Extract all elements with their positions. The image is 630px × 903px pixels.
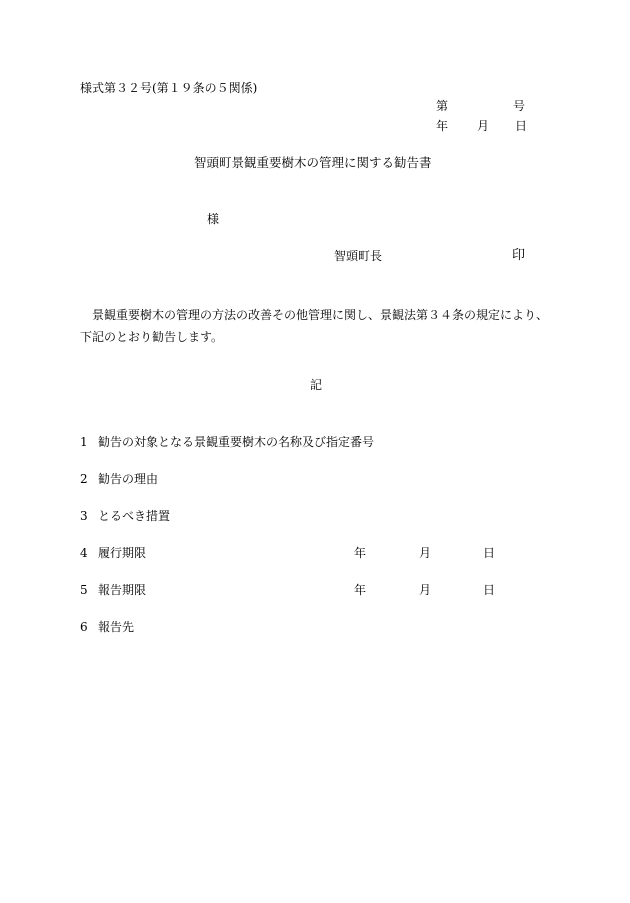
item-label: 履行期限 <box>98 546 147 560</box>
form-label: 様式第３２号(第１９条の５関係) <box>80 81 258 95</box>
document-number-suffix: 号 <box>513 99 526 113</box>
list-item <box>0 584 630 600</box>
item-number: 3 <box>80 509 88 523</box>
body-paragraph: 景観重要樹木の管理の方法の改善その他管理に関し、景観法第３４条の規定により、下記のとおり勧告します。 <box>80 308 549 344</box>
list-item <box>0 473 630 489</box>
list-item <box>0 510 630 526</box>
recipient-honorific: 様 <box>207 212 220 226</box>
item-number: 1 <box>80 435 88 449</box>
ki-heading: 記 <box>310 378 323 392</box>
item-label: 勧告の対象となる景観重要樹木の名称及び指定番号 <box>98 435 375 449</box>
report-year: 年 <box>354 583 367 597</box>
report-month: 月 <box>419 583 432 597</box>
list-item <box>0 436 630 452</box>
deadline-year: 年 <box>354 546 367 560</box>
document-title: 智頭町景観重要樹木の管理に関する勧告書 <box>194 155 432 170</box>
item-number: 2 <box>80 472 88 486</box>
deadline-month: 月 <box>419 546 432 560</box>
item-number: 5 <box>80 583 88 597</box>
item-label: とるべき措置 <box>98 509 171 523</box>
item-label: 報告期限 <box>98 583 147 597</box>
issue-date-month: 月 <box>477 119 490 133</box>
report-day: 日 <box>483 583 496 597</box>
item-label: 勧告の理由 <box>98 472 159 486</box>
item-number: 6 <box>80 620 88 634</box>
list-item <box>0 547 630 563</box>
seal-mark: 印 <box>512 248 526 263</box>
issue-date-year: 年 <box>436 119 449 133</box>
item-number: 4 <box>80 546 88 560</box>
document-number-prefix: 第 <box>436 99 449 113</box>
deadline-day: 日 <box>483 546 496 560</box>
issuer-name: 智頭町長 <box>334 249 383 263</box>
list-item <box>0 621 630 637</box>
issue-date-day: 日 <box>515 119 528 133</box>
item-label: 報告先 <box>98 620 135 634</box>
